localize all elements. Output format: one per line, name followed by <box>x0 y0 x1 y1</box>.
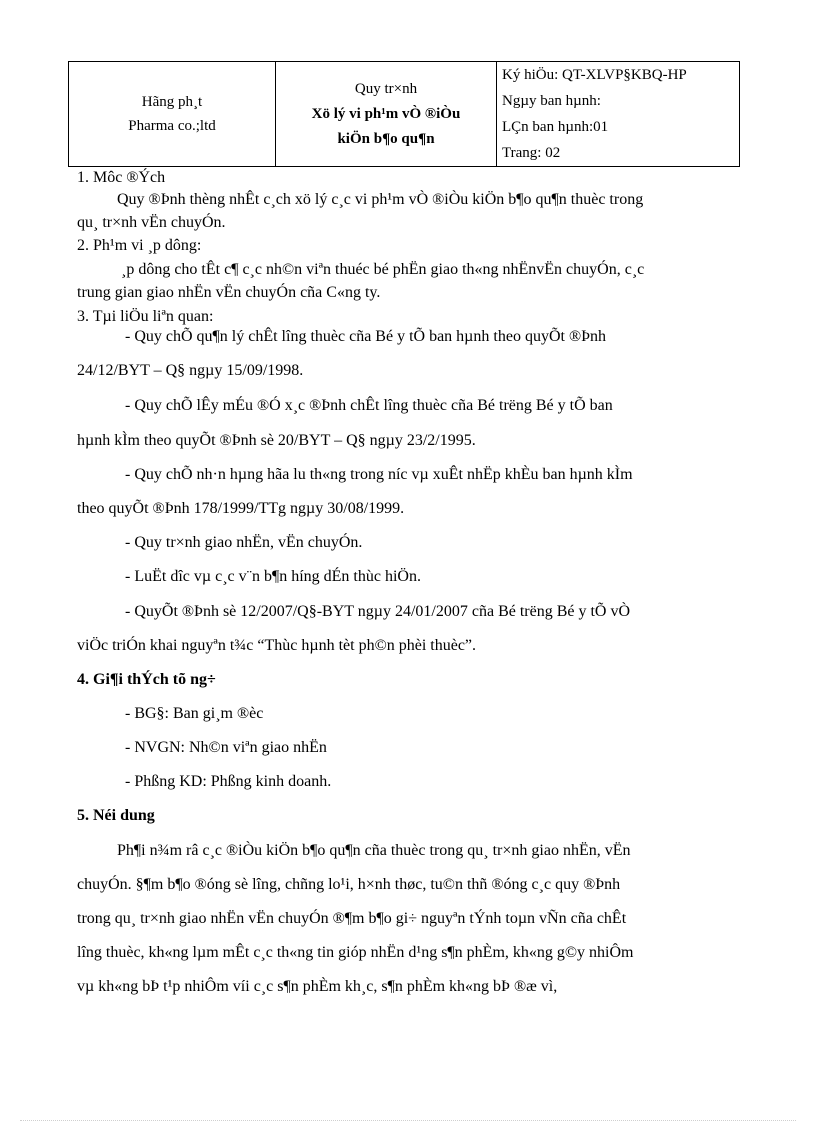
section-5-title: 5. Néi dung <box>77 807 155 824</box>
section-2-text-2: trung gian giao nhËn vËn chuyÓn cña C«ng ty. <box>77 284 381 301</box>
section-1-text-1: Quy ®Þnh thèng nhÊt c¸ch xö lý c¸c vi ph¹m vÒ ®iÒu kiÖn b¶o qu¶n thuèc trong <box>117 191 644 208</box>
section-3-item-4: - Quy tr×nh giao nhËn, vËn chuyÓn. <box>125 534 363 551</box>
page-number: Trang: 02 <box>502 145 561 161</box>
company-cell <box>69 62 276 167</box>
section-3-title: 3. Tµi liÖu liªn quan: <box>77 308 214 325</box>
doc-title-line1: Xö lý vi ph¹m vÒ ®iÒu <box>311 105 461 122</box>
section-3-item-5: - LuËt dîc vµ c¸c v¨n b¶n híng dÉn thùc hiÖn. <box>125 568 421 585</box>
section-3-item-6b: viÖc triÓn khai nguyªn t¾c “Thùc hµnh tèt ph©n phèi thuèc”. <box>77 637 477 654</box>
section-3-item-3b: theo quyÕt ®Þnh 178/1999/TTg ngµy 30/08/1999. <box>77 500 405 517</box>
section-1-text-2: qu¸ tr×nh vËn chuyÓn. <box>77 214 226 231</box>
section-4-title: 4. Gi¶i thÝch tõ ng÷ <box>77 671 216 688</box>
section-3-item-1a: - Quy chÕ qu¶n lý chÊt lîng thuèc cña Bé y tÕ ban hµnh theo quyÕt ®Þnh <box>125 328 606 345</box>
section-3-item-1b: 24/12/BYT – Q§ ngµy 15/09/1998. <box>77 362 304 379</box>
section-1-title: 1. Môc ®Ých <box>77 169 166 186</box>
section-5-line-5: vµ kh«ng bÞ t¹p nhiÔm víi c¸c s¶n phÈm kh¸c, s¶n phÈm kh«ng bÞ ®æ vì, <box>77 978 558 995</box>
section-4-item-3: - Phßng KD: Phßng kinh doanh. <box>125 773 332 790</box>
doc-code: Ký hiÖu: QT-XLVP§KBQ-HP <box>502 67 687 83</box>
section-3-item-2a: - Quy chÕ lÊy mÉu ®Ó x¸c ®Þnh chÊt lîng thuèc cña Bé trëng Bé y tÕ ban <box>125 397 613 414</box>
section-5-line-3: trong qu¸ tr×nh giao nhËn vËn chuyÓn ®¶m b¶o gi÷ nguyªn tÝnh toµn vÑn cña chÊt <box>77 910 627 927</box>
section-3-item-6a: - QuyÕt ®Þnh sè 12/2007/Q§-BYT ngµy 24/01/2007 cña Bé trëng Bé y tÕ vÒ <box>125 603 631 620</box>
section-4-item-2: - NVGN: Nh©n viªn giao nhËn <box>125 739 327 756</box>
meta-cell <box>497 62 740 167</box>
doc-title-line2: kiÖn b¶o qu¶n <box>337 130 435 147</box>
revision: LÇn ban hµnh:01 <box>502 119 609 135</box>
company-name: Hãng ph¸t <box>141 94 203 110</box>
document-header-table <box>68 61 740 167</box>
issue-date: Ngµy ban hµnh: <box>502 93 601 109</box>
section-2-title: 2. Ph¹m vi ¸p dông: <box>77 237 202 254</box>
doc-type: Quy tr×nh <box>354 80 418 97</box>
section-3-item-3a: - Quy chÕ nh·n hµng hãa lu th«ng trong níc vµ xuÊt nhËp khÈu ban hµnh kÌm <box>125 466 633 483</box>
section-5-line-1: Ph¶i n¾m râ c¸c ®iÒu kiÖn b¶o qu¶n cña thuèc trong qu¸ tr×nh giao nhËn, vËn <box>117 842 631 859</box>
section-5-line-4: lîng thuèc, kh«ng lµm mÊt c¸c th«ng tin gióp nhËn d¹ng s¶n phÈm, kh«ng g©y nhiÔm <box>77 944 634 961</box>
title-cell <box>276 62 497 167</box>
section-4-item-1: - BG§: Ban gi¸m ®èc <box>125 705 264 722</box>
page-bottom-divider <box>20 1120 796 1121</box>
section-2-text-1: ¸p dông cho tÊt c¶ c¸c nh©n viªn thuéc bé phËn giao th«ng nhËnvËn chuyÓn, c¸c <box>121 261 645 278</box>
section-3-item-2b: hµnh kÌm theo quyÕt ®Þnh sè 20/BYT – Q§ ngµy 23/2/1995. <box>77 432 476 449</box>
section-5-line-2: chuyÓn. §¶m b¶o ®óng sè lîng, chñng lo¹i, h×nh thøc, tu©n thñ ®óng c¸c quy ®Þnh <box>77 876 621 893</box>
company-subname: Pharma co.;ltd <box>128 118 216 134</box>
